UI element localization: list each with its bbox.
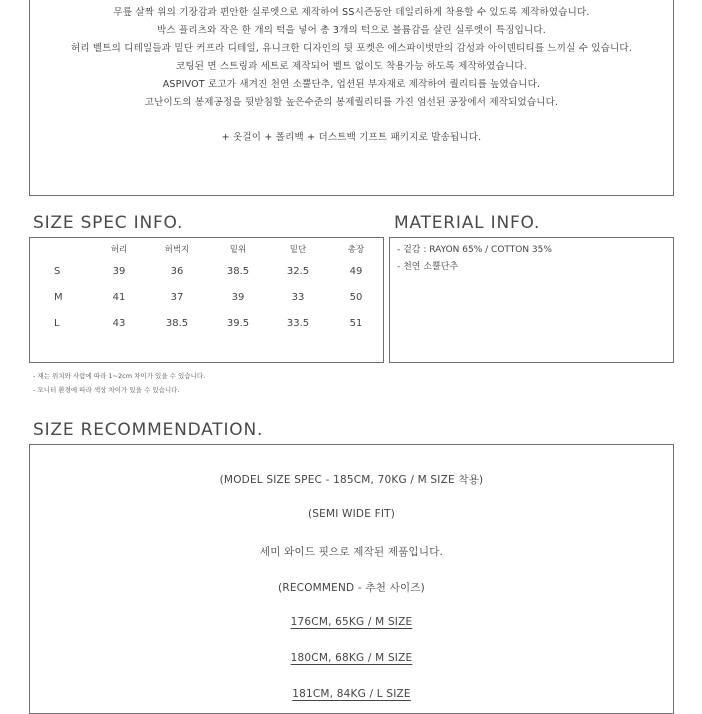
- table-cell: 50: [349, 292, 363, 303]
- table-cell: 38.5: [165, 318, 189, 329]
- row-label: S: [54, 266, 61, 277]
- table-cell: 33: [291, 292, 305, 303]
- column-header: 밑위: [229, 245, 247, 255]
- row-label: L: [54, 318, 60, 329]
- description-line: 박스 플리츠와 작은 한 개의 턱을 넣어 총 3개의 턱으로 볼륨감을 살린 실루엣이 특징입니다.: [157, 25, 546, 36]
- description-line: 고난이도의 봉제공정을 뒷받침할 높은수준의 봉제퀄리티를 가진 엄선된 공장에서 제작되었습니다.: [144, 97, 559, 108]
- size-note: - 모니터 환경에 따라 색상 차이가 있을 수 있습니다.: [33, 386, 180, 394]
- recommendation-item: 180CM, 68KG / M SIZE: [290, 652, 413, 664]
- description-line: 허리 벨트의 디테일들과 밑단 커프라 디테일, 유니크한 디자인의 뒷 포켓은 에스파이벗만의 감성과 아이덴티티를 느끼실 수 있습니다.: [70, 43, 633, 54]
- recommendation-item: 181CM, 84KG / L SIZE: [292, 688, 411, 700]
- table-cell: 32.5: [286, 266, 310, 277]
- description-line: + 옷걸이 + 폴리백 + 더스트백 기프트 패키지로 발송됩니다.: [221, 132, 482, 143]
- table-cell: 49: [349, 266, 363, 277]
- table-cell: 38.5: [226, 266, 250, 277]
- description-line: 무릎 살짝 위의 기장감과 편안한 실루엣으로 제작하여 SS시즌동안 데일리하게 착용할 수 있도록 제작하였습니다.: [113, 7, 590, 18]
- table-cell: 39: [112, 266, 126, 277]
- table-cell: 33.5: [286, 318, 310, 329]
- description-box: [29, 0, 674, 196]
- table-cell: 37: [170, 292, 184, 303]
- table-cell: 43: [112, 318, 126, 329]
- table-cell: 39: [231, 292, 245, 303]
- description-line: ASPIVOT 로고가 새겨진 천연 소뿔단추, 업션된 부자재로 제작하여 퀄리티를 높였습니다.: [162, 79, 541, 90]
- column-header: 허리: [110, 245, 128, 255]
- table-cell: 51: [349, 318, 363, 329]
- material-line: - 천연 소뿔단추: [397, 262, 459, 272]
- table-cell: 41: [112, 292, 126, 303]
- column-header: 밑단: [289, 245, 307, 255]
- recommend-label: (RECOMMEND - 추천 사이즈): [278, 582, 425, 594]
- column-header: 총장: [347, 245, 365, 255]
- recommendation-item: 176CM, 65KG / M SIZE: [290, 616, 413, 628]
- table-cell: 39.5: [226, 318, 250, 329]
- description-line: 코팅된 면 스트링과 세트로 제작되어 벨트 없이도 착용가능 하도록 제작하였습니다.: [175, 61, 528, 72]
- column-header: 허벅지: [164, 245, 190, 255]
- fit-label: (SEMI WIDE FIT): [307, 508, 396, 520]
- row-label: M: [54, 292, 63, 303]
- size-spec-title: SIZE SPEC INFO.: [33, 213, 184, 233]
- model-spec: (MODEL SIZE SPEC - 185CM, 70KG / M SIZE 착용): [219, 474, 484, 486]
- material-line: - 겉감 : RAYON 65% / COTTON 35%: [397, 245, 552, 255]
- table-cell: 36: [170, 266, 184, 277]
- size-spec-table: [29, 237, 384, 363]
- material-title: MATERIAL INFO.: [394, 213, 541, 233]
- material-box: [389, 237, 674, 363]
- size-note: - 재는 위치와 사람에 따라 1~2cm 차이가 있을 수 있습니다.: [33, 372, 206, 380]
- fit-description: 세미 와이드 핏으로 제작된 제품입니다.: [259, 546, 444, 558]
- recommendation-title: SIZE RECOMMENDATION.: [33, 420, 264, 440]
- recommendation-box: [29, 444, 674, 714]
